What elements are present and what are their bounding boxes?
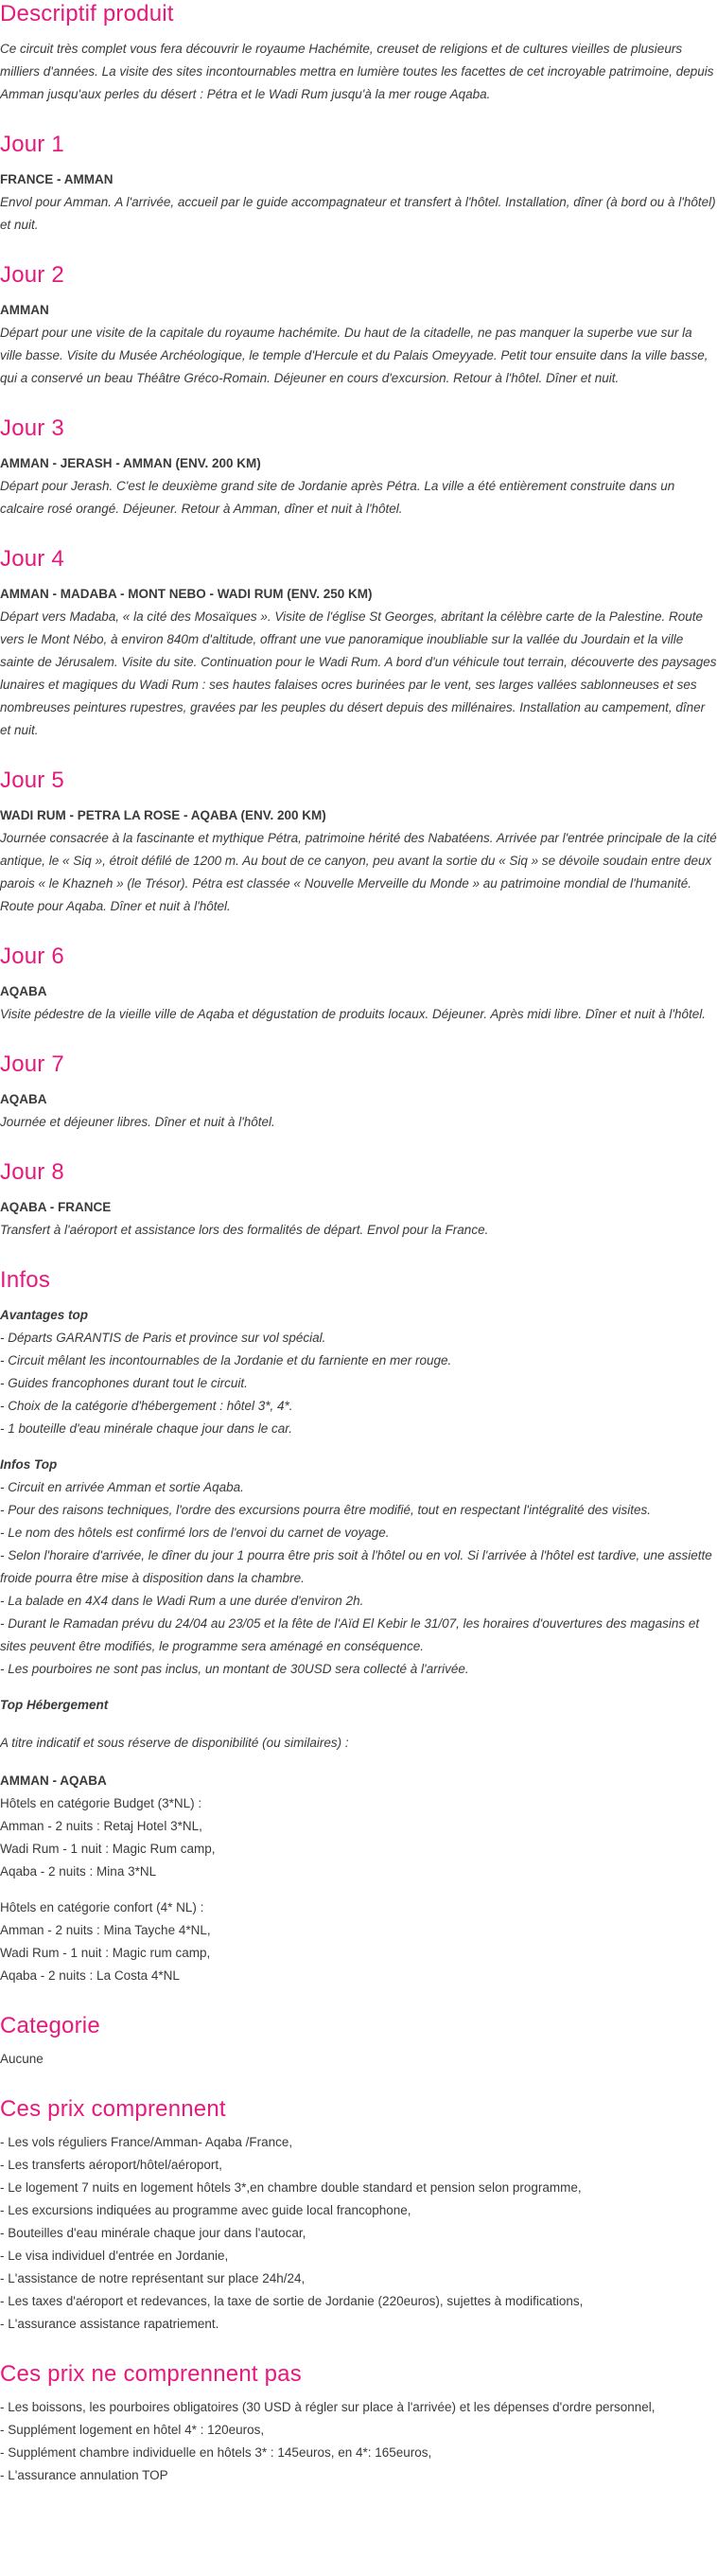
avantages-list bbox=[0, 1327, 717, 1440]
day-text: Journée et déjeuner libres. Dîner et nuit à l'hôtel. bbox=[0, 1115, 275, 1129]
day-subtitle: AMMAN bbox=[0, 303, 49, 317]
prix-ne-comprennent-section bbox=[0, 2360, 717, 2487]
prix-comprennent-item: - Bouteilles d'eau minérale chaque jour dans l'autocar, bbox=[0, 2226, 306, 2240]
itinerary bbox=[0, 131, 717, 1242]
day-text: Départ pour une visite de la capitale du royaume hachémite. Du haut de la citadelle, ne pas manquer la superbe vue sur la ville basse. Visite du Musée Archéologique, le temple d'Hercule et du Palais Omeyyade. Petit tour ensuite dans la ville basse, qui a conservé un beau Théâtre Gréco-Romain. Déjeuner en cours d'excursion. Retour à l'hôtel. Dîner et nuit. bbox=[0, 326, 708, 385]
day-text: Visite pédestre de la vieille ville de Aqaba et dégustation de produits locaux. Déjeuner. Après midi libre. Dîner et nuit à l'hôtel. bbox=[0, 1007, 707, 1021]
avantage-item: - Départs GARANTIS de Paris et province sur vol spécial. bbox=[0, 1331, 326, 1345]
day-section bbox=[0, 261, 717, 390]
hebergement-route: AMMAN - AQABA bbox=[0, 1773, 107, 1788]
prix-comprennent-item: - Les vols réguliers France/Amman- Aqaba /France, bbox=[0, 2135, 293, 2149]
prix-ne-comprennent-item: - L'assurance annulation TOP bbox=[0, 2468, 168, 2482]
day-text: Journée consacrée à la fascinante et mythique Pétra, patrimoine hérité des Nabatéens. Arrivée par l'entrée principale de la cité antique, le « Siq », étroit défilé de 1200 m. Au bout de ce canyon, peu avant la sortie du « Siq » se dévoile soudain entre deux parois « le Khazneh » (le Trésor). Pétra est classée « Nouvelle Merveille du Monde » au patrimoine mondial de l'humanité. Route pour Aqaba. Dîner et nuit à l'hôtel. bbox=[0, 831, 717, 913]
prix-ne-comprennent-title: Ces prix ne comprennent pas bbox=[0, 2361, 302, 2387]
budget-hotel-line: Wadi Rum - 1 nuit : Magic Rum camp, bbox=[0, 1842, 216, 1856]
day-section bbox=[0, 545, 717, 742]
prix-comprennent-item: - Les taxes d'aéroport et redevances, la taxe de sortie de Jordanie (220euros), sujettes à modifications, bbox=[0, 2294, 584, 2308]
prix-ne-comprennent-item: - Supplément logement en hôtel 4* : 120euros, bbox=[0, 2423, 265, 2437]
avantage-item: - Circuit mêlant les incontournables de la Jordanie et du farniente en mer rouge. bbox=[0, 1353, 452, 1367]
infostop-list bbox=[0, 1476, 717, 1681]
day-subtitle: AQABA - FRANCE bbox=[0, 1200, 112, 1214]
prix-comprennent-item: - L'assurance assistance rapatriement. bbox=[0, 2317, 219, 2331]
budget-hotel-line: Aqaba - 2 nuits : Mina 3*NL bbox=[0, 1864, 157, 1879]
day-text: Envol pour Amman. A l'arrivée, accueil par le guide accompagnateur et transfert à l'hôtel. Installation, dîner (à bord ou à l'hôtel) et nuit. bbox=[0, 195, 716, 232]
prix-comprennent-item: - Les transferts aéroport/hôtel/aéroport, bbox=[0, 2158, 222, 2172]
descriptif-section bbox=[0, 0, 717, 106]
infostop-item: - Pour des raisons techniques, l'ordre des excursions pourra être modifié, tout en respectant l'intégralité des visites. bbox=[0, 1503, 652, 1517]
day-title: Jour 2 bbox=[0, 262, 64, 288]
budget-hotel-line: Hôtels en catégorie Budget (3*NL) : bbox=[0, 1796, 202, 1810]
day-section bbox=[0, 943, 717, 1026]
prix-comprennent-item: - Les excursions indiquées au programme avec guide local francophone, bbox=[0, 2203, 411, 2217]
prix-ne-comprennent-item: - Les boissons, les pourboires obligatoires (30 USD à régler sur place à l'arrivée) et les dépenses d'ordre personnel, bbox=[0, 2400, 656, 2414]
infostop-item: - Selon l'horaire d'arrivée, le dîner du jour 1 pourra être pris soit à l'hôtel ou en vol. Si l'arrivée à l'hôtel est tardive, une assiette froide pourra être mise à disposition dans la chambre. bbox=[0, 1548, 712, 1585]
day-title: Jour 3 bbox=[0, 415, 64, 441]
prix-ne-comprennent-item: - Supplément chambre individuelle en hôtels 3* : 145euros, en 4*: 165euros, bbox=[0, 2445, 432, 2460]
day-subtitle: WADI RUM - PETRA LA ROSE - AQABA (ENV. 200 KM) bbox=[0, 808, 326, 822]
day-section bbox=[0, 131, 717, 237]
hebergement-intro: A titre indicatif et sous réserve de disponibilité (ou similaires) : bbox=[0, 1736, 349, 1750]
infos-title: Infos bbox=[0, 1267, 51, 1293]
categorie-title: Categorie bbox=[0, 2013, 100, 2038]
categorie-value: Aucune bbox=[0, 2052, 44, 2066]
infostop-item: - Circuit en arrivée Amman et sortie Aqaba. bbox=[0, 1480, 244, 1494]
infos-section bbox=[0, 1266, 717, 1987]
confort-hotel-line: Aqaba - 2 nuits : La Costa 4*NL bbox=[0, 1968, 180, 1983]
avantages-title: Avantages top bbox=[0, 1308, 89, 1322]
day-text: Transfert à l'aéroport et assistance lors des formalités de départ. Envol pour la France. bbox=[0, 1223, 489, 1237]
day-subtitle: AMMAN - MADABA - MONT NEBO - WADI RUM (ENV. 250 KM) bbox=[0, 587, 373, 601]
day-title: Jour 6 bbox=[0, 944, 64, 969]
hebergement-title: Top Hébergement bbox=[0, 1698, 109, 1712]
prix-comprennent-item: - Le visa individuel d'entrée en Jordanie, bbox=[0, 2249, 229, 2263]
day-text: Départ pour Jerash. C'est le deuxième grand site de Jordanie après Pétra. La ville a été entièrement construite dans un calcaire rosé orangé. Déjeuner. Retour à Amman, dîner et nuit à l'hôtel. bbox=[0, 479, 675, 516]
day-section bbox=[0, 767, 717, 918]
day-subtitle: AQABA bbox=[0, 1092, 47, 1106]
prix-comprennent-list bbox=[0, 2131, 717, 2336]
confort-hotel-line: Wadi Rum - 1 nuit : Magic rum camp, bbox=[0, 1946, 211, 1960]
descriptif-title: Descriptif produit bbox=[0, 1, 174, 26]
day-section bbox=[0, 1050, 717, 1134]
day-subtitle: AQABA bbox=[0, 984, 47, 998]
day-title: Jour 5 bbox=[0, 768, 64, 793]
prix-comprennent-item: - L'assistance de notre représentant sur place 24h/24, bbox=[0, 2271, 306, 2285]
infostop-item: - Durant le Ramadan prévu du 24/04 au 23/05 et la fête de l'Aïd El Kebir le 31/07, les horaires d'ouvertures des magasins et sites peuvent être modifiés, le programme sera aménagé en conséquence. bbox=[0, 1616, 700, 1653]
infostop-item: - Le nom des hôtels est confirmé lors de l'envoi du carnet de voyage. bbox=[0, 1526, 390, 1540]
avantage-item: - 1 bouteille d'eau minérale chaque jour dans le car. bbox=[0, 1421, 293, 1436]
day-section bbox=[0, 415, 717, 520]
infostop-title: Infos Top bbox=[0, 1457, 58, 1472]
day-title: Jour 1 bbox=[0, 132, 64, 157]
confort-hotel-line: Hôtels en catégorie confort (4* NL) : bbox=[0, 1900, 204, 1914]
day-title: Jour 4 bbox=[0, 546, 64, 572]
day-title: Jour 7 bbox=[0, 1051, 64, 1077]
confort-hotel-line: Amman - 2 nuits : Mina Tayche 4*NL, bbox=[0, 1923, 211, 1937]
infostop-item: - Les pourboires ne sont pas inclus, un montant de 30USD sera collecté à l'arrivée. bbox=[0, 1662, 469, 1676]
avantage-item: - Guides francophones durant tout le circuit. bbox=[0, 1376, 248, 1390]
day-subtitle: AMMAN - JERASH - AMMAN (ENV. 200 KM) bbox=[0, 456, 261, 470]
avantage-item: - Choix de la catégorie d'hébergement : hôtel 3*, 4*. bbox=[0, 1399, 293, 1413]
day-text: Départ vers Madaba, « la cité des Mosaïques ». Visite de l'église St Georges, abritant la célèbre carte de la Palestine. Route vers le Mont Nébo, à environ 840m d'altitude, offrant une vue panoramique inoubliable sur la vallée du Jourdain et la ville sainte de Jérusalem. Visite du site. Continuation pour le Wadi Rum. A bord d'un véhicule tout terrain, découverte des paysages lunaires et magiques du Wadi Rum : ses hautes falaises ocres burinées par le vent, ses larges vallées sablonneuses et ses nombreuses peintures rupestres, gravées par les peuples du désert depuis des millénaires. Installation au campement, dîner et nuit. bbox=[0, 609, 717, 737]
prix-comprennent-item: - Le logement 7 nuits en logement hôtels 3*,en chambre double standard et pension selon programme, bbox=[0, 2180, 582, 2195]
day-title: Jour 8 bbox=[0, 1159, 64, 1185]
infostop-item: - La balade en 4X4 dans le Wadi Rum a une durée d'environ 2h. bbox=[0, 1594, 364, 1608]
confort-hotels bbox=[0, 1897, 717, 1987]
prix-comprennent-title: Ces prix comprennent bbox=[0, 2096, 226, 2122]
categorie-section bbox=[0, 2012, 717, 2071]
prix-ne-comprennent-list bbox=[0, 2396, 717, 2487]
day-subtitle: FRANCE - AMMAN bbox=[0, 172, 114, 186]
budget-hotel-line: Amman - 2 nuits : Retaj Hotel 3*NL, bbox=[0, 1819, 202, 1833]
budget-hotels bbox=[0, 1792, 717, 1883]
day-section bbox=[0, 1158, 717, 1242]
prix-comprennent-section bbox=[0, 2095, 717, 2336]
descriptif-text: Ce circuit très complet vous fera découvrir le royaume Hachémite, creuset de religions et de cultures vieilles de plusieurs milliers d'années. La visite des sites incontournables mettra en lumière toutes les facettes de cet incroyable patrimoine, depuis Amman jusqu'aux perles du désert : Pétra et le Wadi Rum jusqu'à la mer rouge Aqaba. bbox=[0, 42, 714, 101]
